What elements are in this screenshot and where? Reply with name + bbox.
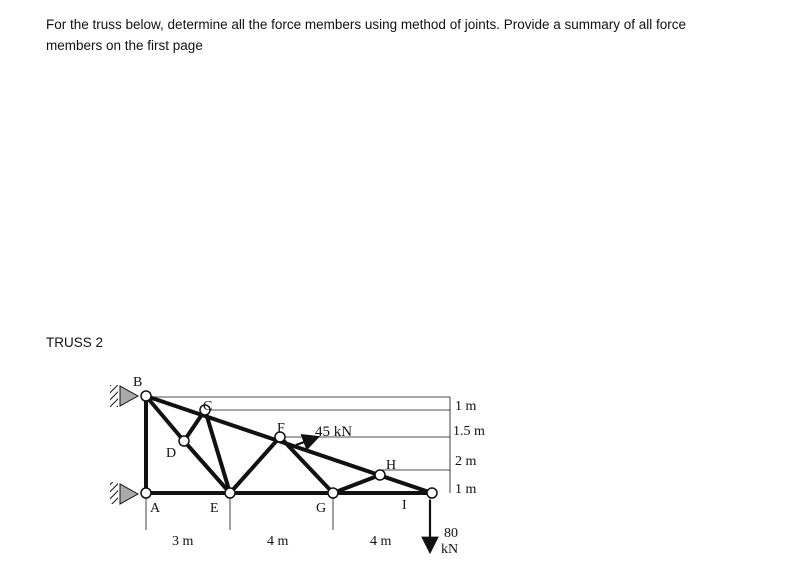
joint-label-g: G [316,501,327,516]
truss-members [146,396,432,493]
joint-label-d: D [166,446,177,461]
joint-label-c: C [203,399,213,414]
dimension-2m: 2 m [455,454,477,469]
truss-label: TRUSS 2 [46,335,104,350]
dimension-1m-top: 1 m [455,399,477,414]
dimension-4m-second: 4 m [370,534,392,549]
joint-label-f: F [277,421,285,436]
dimension-1-5m: 1.5 m [453,424,485,439]
load-80kn-unit: kN [441,542,459,557]
joint-label-b: B [133,375,143,390]
load-45kn-label: 45 kN [315,424,353,440]
load-80kn-value: 80 [444,526,458,541]
dimension-1m-bottom: 1 m [455,482,477,497]
joint-label-a: A [150,501,161,516]
joint-label-i: I [402,498,407,513]
dimension-4m-first: 4 m [267,534,289,549]
joint-label-h: H [386,458,397,473]
problem-statement: For the truss below, determine all the force members using method of joints. Provide a summary of all force members on the first page [46,17,687,53]
joint-label-e: E [210,501,219,516]
dimension-3m: 3 m [172,534,194,549]
support-a [110,482,138,504]
